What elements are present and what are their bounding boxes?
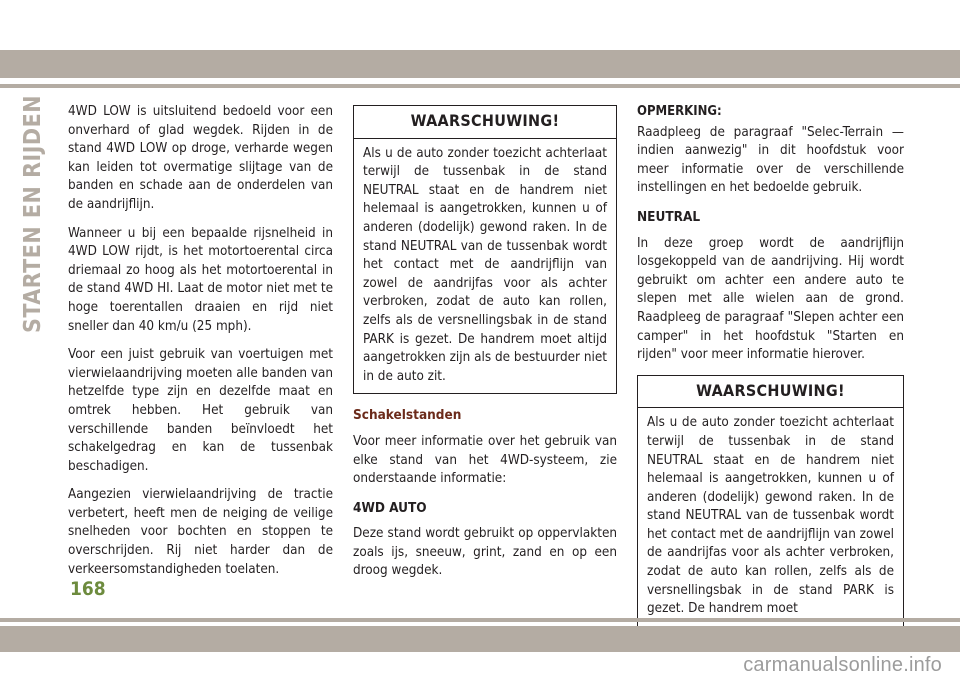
paragraph: Wanneer u bij een bepaalde rijsnelheid in 4WD LOW rijdt, is het motortoerental circa driemaal zo hoog als het motortoerental in de stand 4WD HI. Laat de motor niet met te hoge toerentallen draaien en rijd niet sneller dan 40 km/u (25 mph). [68, 225, 333, 334]
paragraph: 4WD LOW is uitsluitend bedoeld voor een onverhard of glad wegdek. Rijden in de stand 4WD LOW op droge, verharde wegen kan leiden tot overmatige slijtage van de banden en schade aan de onderdelen van de aandrijflijn. [68, 104, 333, 212]
paragraph: Voor meer informatie over het gebruik van elke stand van het 4WD-systeem, zie onderstaande informatie: [353, 433, 617, 487]
footer-thin-stripe [0, 618, 960, 622]
warning-box [353, 105, 617, 394]
footer-stripe [0, 626, 960, 652]
heading-neutral: NEUTRAL [637, 208, 701, 225]
top-margin [0, 0, 960, 50]
paragraph: Deze stand wordt gebruikt op oppervlakten zoals ijs, sneeuw, grint, zand en op een droog wegdek. [353, 526, 617, 579]
header-thin-stripe [0, 84, 960, 88]
column-middle [353, 103, 617, 591]
warning-text: Als u de auto zonder toezicht achterlaat terwijl de tussenbak in de stand NEUTRAL staat en de handrem niet helemaal is aangetrokken, kunnen u of anderen (dodelijk) gewond raken. In de stand NEUTRAL van de tussenbak wordt het contact met de aandrijflijn van zowel de aandrijfas voor als achter verbroken, zodat de auto kan rollen, zelfs als de versnellingsbak in de stand PARK is gezet. De handrem moet [647, 415, 894, 617]
column-right [637, 103, 904, 639]
warning-title: WAARSCHUWING! [354, 106, 616, 139]
warning-box [637, 375, 904, 627]
paragraph: In deze groep wordt de aandrijflijn losgekoppeld van de aandrijving. Hij wordt gebruikt om achter een andere auto te slepen met alle wielen aan de grond. Raadpleeg de paragraaf "Slepen achter een camper" in het hoofdstuk "Starten en rijden" voor meer informatie hierover. [637, 235, 904, 363]
heading-4wd-auto: 4WD AUTO [353, 499, 427, 516]
warning-title: WAARSCHUWING! [638, 376, 903, 409]
header-stripe [0, 50, 960, 78]
paragraph: Aangezien vierwielaandrijving de tractie verbetert, heeft men de neiging de veilige snelheden voor bochten en stoppen te overschrijden. Rij niet harder dan de verkeersomstandigheden toelaten. [68, 487, 333, 577]
note-label: OPMERKING: [637, 104, 722, 119]
watermark: carmanualsonline.info [743, 654, 942, 676]
note-text: Raadpleeg de paragraaf "Selec-Terrain — indien aanwezig" in dit hoofdstuk voor meer informatie over de verschillende instellingen en het bedoelde gebruik. [637, 124, 904, 196]
page-number: 168 [70, 578, 106, 600]
subheading-shift-positions: Schakelstanden [353, 407, 462, 424]
section-title: STARTEN EN RIJDEN [20, 95, 46, 334]
warning-text: Als u de auto zonder toezicht achterlaat terwijl de tussenbak in de stand NEUTRAL staat en de handrem niet helemaal is aangetrokken, kunnen u of anderen (dodelijk) gewond raken. In de stand NEUTRAL van de tussenbak wordt het contact met de aandrijflijn van zowel de aandrijfas voor als achter verbroken, zodat de auto kan rollen, zelfs als de versnellingsbak in de stand PARK is gezet. De handrem moet altijd aangetrokken zijn als de bestuurder niet in de auto zit. [363, 145, 607, 384]
column-left [68, 103, 333, 589]
paragraph: Voor een juist gebruik van voertuigen met vierwielaandrijving moeten alle banden van hetzelfde type zijn en dezelfde maat en omtrek hebben. Het gebruik van verschillende banden beïnvloedt het schakelgedrag en kan de tussenbak beschadigen. [68, 347, 333, 474]
